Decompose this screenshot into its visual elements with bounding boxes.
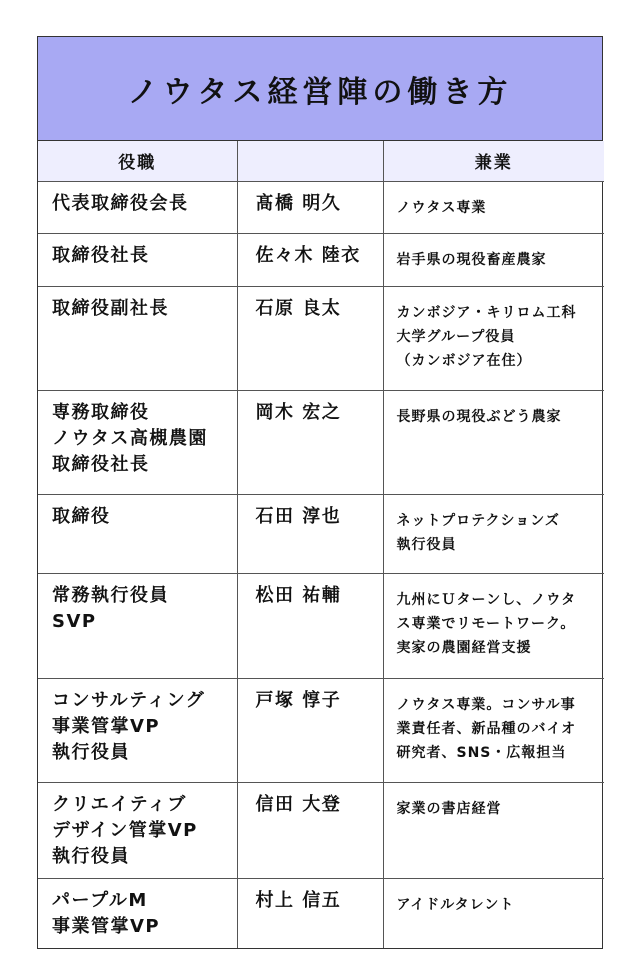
role-cell: クリエイティブ デザイン管掌VP 執行役員 [38,782,237,878]
name-cell: 髙橋 明久 [237,181,383,233]
header-role: 役職 [38,141,237,181]
table-row [38,390,604,494]
side-job-cell: 九州にＵターンし、ノウタ ス専業でリモートワーク。 実家の農園経営支援 [383,573,604,678]
name-cell: 戸塚 惇子 [237,678,383,782]
side-job-cell: アイドルタレント [383,878,604,948]
side-job-cell: ノウタス専業 [383,181,604,233]
table-row [38,233,604,286]
table-header-row [38,141,604,181]
table-row [38,181,604,233]
name-cell: 石田 淳也 [237,494,383,573]
executive-table-sheet [37,36,603,949]
table-row [38,494,604,573]
side-job-cell: 家業の書店経営 [383,782,604,878]
header-name [237,141,383,181]
role-cell: パープルM 事業管掌VP [38,878,237,948]
table-row [38,678,604,782]
header-side-job: 兼業 [383,141,604,181]
role-cell: 取締役 [38,494,237,573]
role-cell: 取締役副社長 [38,286,237,390]
role-cell: 専務取締役 ノウタス高槻農園 取締役社長 [38,390,237,494]
table-row [38,878,604,948]
name-cell: 岡木 宏之 [237,390,383,494]
side-job-cell: ノウタス専業。コンサル事 業責任者、新品種のバイオ 研究者、SNS・広報担当 [383,678,604,782]
role-cell: 代表取締役会長 [38,181,237,233]
executive-table [38,141,604,948]
name-cell: 村上 信五 [237,878,383,948]
side-job-cell: 岩手県の現役畜産農家 [383,233,604,286]
role-cell: コンサルティング 事業管掌VP 執行役員 [38,678,237,782]
table-row [38,286,604,390]
name-cell: 石原 良太 [237,286,383,390]
name-cell: 佐々木 陸衣 [237,233,383,286]
side-job-cell: カンボジア・キリロム工科 大学グループ役員 （カンボジア在住） [383,286,604,390]
side-job-cell: 長野県の現役ぶどう農家 [383,390,604,494]
page-title: ノウタス経営陣の働き方 [38,37,602,141]
side-job-cell: ネットプロテクションズ 執行役員 [383,494,604,573]
role-cell: 常務執行役員 SVP [38,573,237,678]
role-cell: 取締役社長 [38,233,237,286]
name-cell: 信田 大登 [237,782,383,878]
table-row [38,573,604,678]
table-row [38,782,604,878]
name-cell: 松田 祐輔 [237,573,383,678]
